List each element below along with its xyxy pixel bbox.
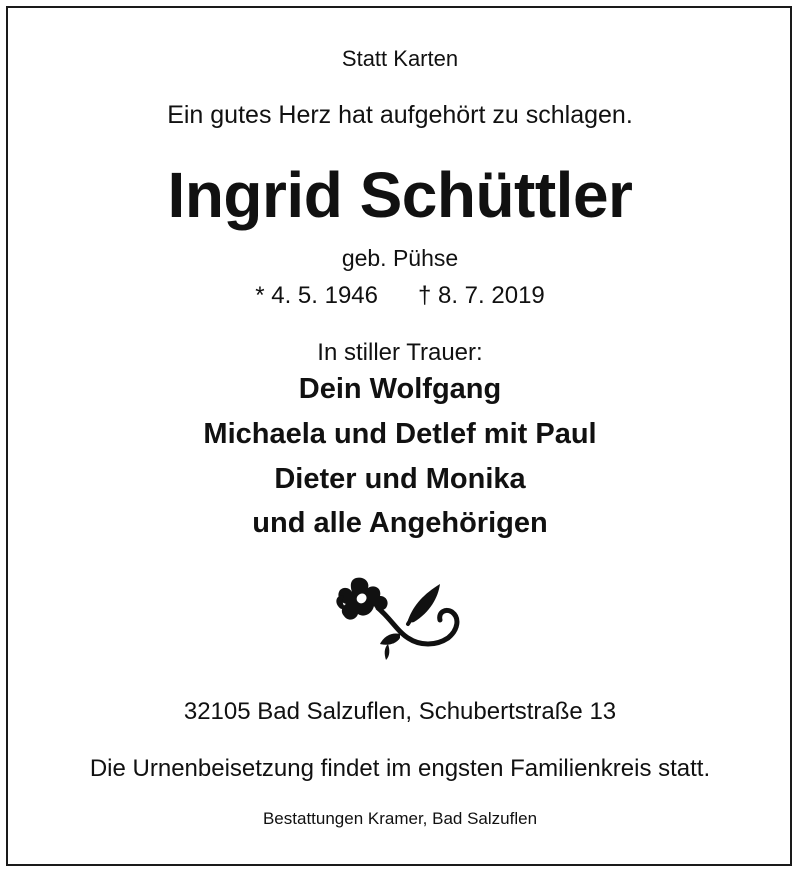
intro-text: Ein gutes Herz hat aufgehört zu schlagen. (167, 101, 633, 129)
floral-ornament-icon (334, 574, 468, 664)
life-dates (0, 282, 800, 310)
burial-note: Die Urnenbeisetzung findet im engsten Familienkreis statt. (89, 755, 711, 782)
birth-date: * 4. 5. 1946 (255, 282, 378, 309)
undertaker-text: Bestattungen Kramer, Bad Salzuflen (262, 809, 538, 828)
address-text: 32105 Bad Salzuflen, Schubertstraße 13 (183, 698, 617, 725)
mourner-name: Dieter und Monika (274, 463, 526, 495)
mourner-name: Dein Wolfgang (298, 373, 502, 405)
mourner-name: und alle Angehörigen (252, 507, 548, 539)
header-text: Statt Karten (341, 46, 459, 71)
death-date: † 8. 7. 2019 (417, 282, 545, 309)
maiden-name: geb. Pühse (341, 245, 459, 271)
deceased-name: Ingrid Schüttler (167, 159, 633, 231)
mourning-label: In stiller Trauer: (317, 339, 483, 366)
mourner-name: Michaela und Detlef mit Paul (203, 418, 597, 450)
